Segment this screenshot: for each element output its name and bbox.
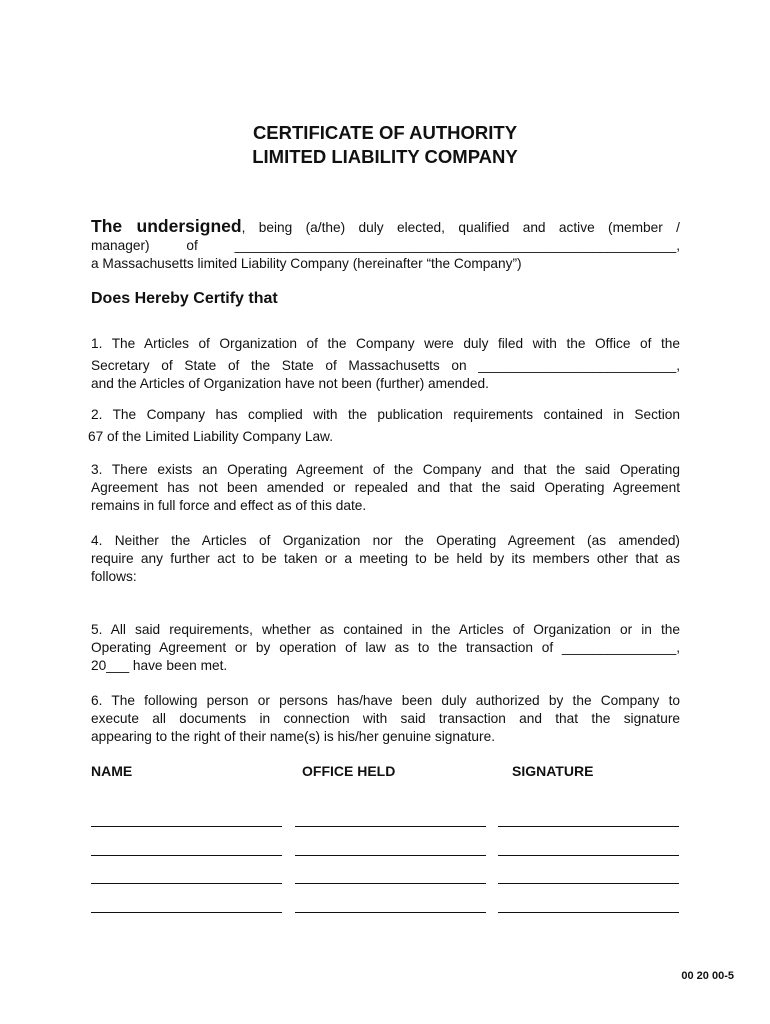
paragraph-4-line-3: follows: — [91, 569, 137, 584]
paragraph-3-line-2: Agreement has not been amended or repealed and that the said Operating Agreement — [91, 480, 680, 495]
paragraph-1-line-1: 1. The Articles of Organization of the Company were duly filed with the Office of the — [91, 336, 680, 351]
signature-line-4[interactable] — [498, 912, 679, 913]
paragraph-1 — [91, 335, 680, 393]
name-line-3[interactable] — [91, 883, 282, 884]
paragraph-5-line-1: 5. All said requirements, whether as contained in the Articles of Organization or in the — [91, 622, 680, 637]
intro-line-1-text: , being (a/the) duly elected, qualified and active (member / — [241, 220, 680, 235]
paragraph-2-line-1: 2. The Company has complied with the publication requirements contained in Section — [91, 407, 680, 422]
signature-line-3[interactable] — [498, 883, 679, 884]
paragraph-6-line-2: execute all documents in connection with said transaction and that the signature — [91, 711, 680, 726]
form-code: 00 20 00-5 — [681, 970, 734, 982]
paragraph-6-line-1: 6. The following person or persons has/have been duly authorized by the Company to — [91, 693, 680, 708]
paragraph-6 — [91, 692, 680, 746]
office-line-3[interactable] — [295, 883, 486, 884]
name-line-2[interactable] — [91, 855, 282, 856]
paragraph-5-line-3: 20___ have been met. — [91, 658, 228, 673]
name-line-1[interactable] — [91, 826, 282, 827]
paragraph-5-line-2: Operating Agreement or by operation of law as to the transaction of _______________, — [91, 640, 680, 655]
signature-line-1[interactable] — [498, 826, 679, 827]
document-title-line-1: CERTIFICATE OF AUTHORITY — [252, 122, 518, 143]
intro-line-2: manager) of __________________________________________________________, — [91, 238, 680, 253]
paragraph-2 — [88, 406, 680, 446]
intro-line-1 — [91, 217, 680, 237]
paragraph-3-line-1: 3. There exists an Operating Agreement of the Company and that the said Operating — [91, 462, 680, 477]
office-line-2[interactable] — [295, 855, 486, 856]
paragraph-1-line-2: Secretary of State of the State of Massachusetts on __________________________, — [91, 358, 680, 373]
paragraph-4-line-1: 4. Neither the Articles of Organization nor the Operating Agreement (as amended) — [91, 533, 680, 548]
paragraph-1-line-3: and the Articles of Organization have not been (further) amended. — [91, 376, 489, 391]
intro-line-3: a Massachusetts limited Liability Company (hereinafter “the Company”) — [91, 256, 522, 271]
paragraph-4 — [91, 532, 680, 586]
intro-paragraph — [91, 217, 680, 273]
column-header-office-held: OFFICE HELD — [302, 763, 396, 779]
office-line-1[interactable] — [295, 826, 486, 827]
paragraph-3 — [91, 461, 680, 515]
name-line-4[interactable] — [91, 912, 282, 913]
paragraph-2-line-2: 67 of the Limited Liability Company Law. — [88, 429, 333, 444]
paragraph-6-line-3: appearing to the right of their name(s) is his/her genuine signature. — [91, 729, 496, 744]
paragraph-3-line-3: remains in full force and effect as of this date. — [91, 498, 367, 513]
certify-heading: Does Hereby Certify that — [91, 290, 278, 307]
column-header-name: NAME — [91, 763, 133, 779]
office-line-4[interactable] — [295, 912, 486, 913]
column-header-signature: SIGNATURE — [512, 763, 594, 779]
paragraph-4-line-2: require any further act to be taken or a meeting to be held by its members other that as — [91, 551, 680, 566]
signature-line-2[interactable] — [498, 855, 679, 856]
paragraph-5 — [91, 621, 680, 675]
document-title-line-2: LIMITED LIABILITY COMPANY — [252, 146, 518, 167]
intro-lead: The undersigned — [91, 216, 242, 236]
